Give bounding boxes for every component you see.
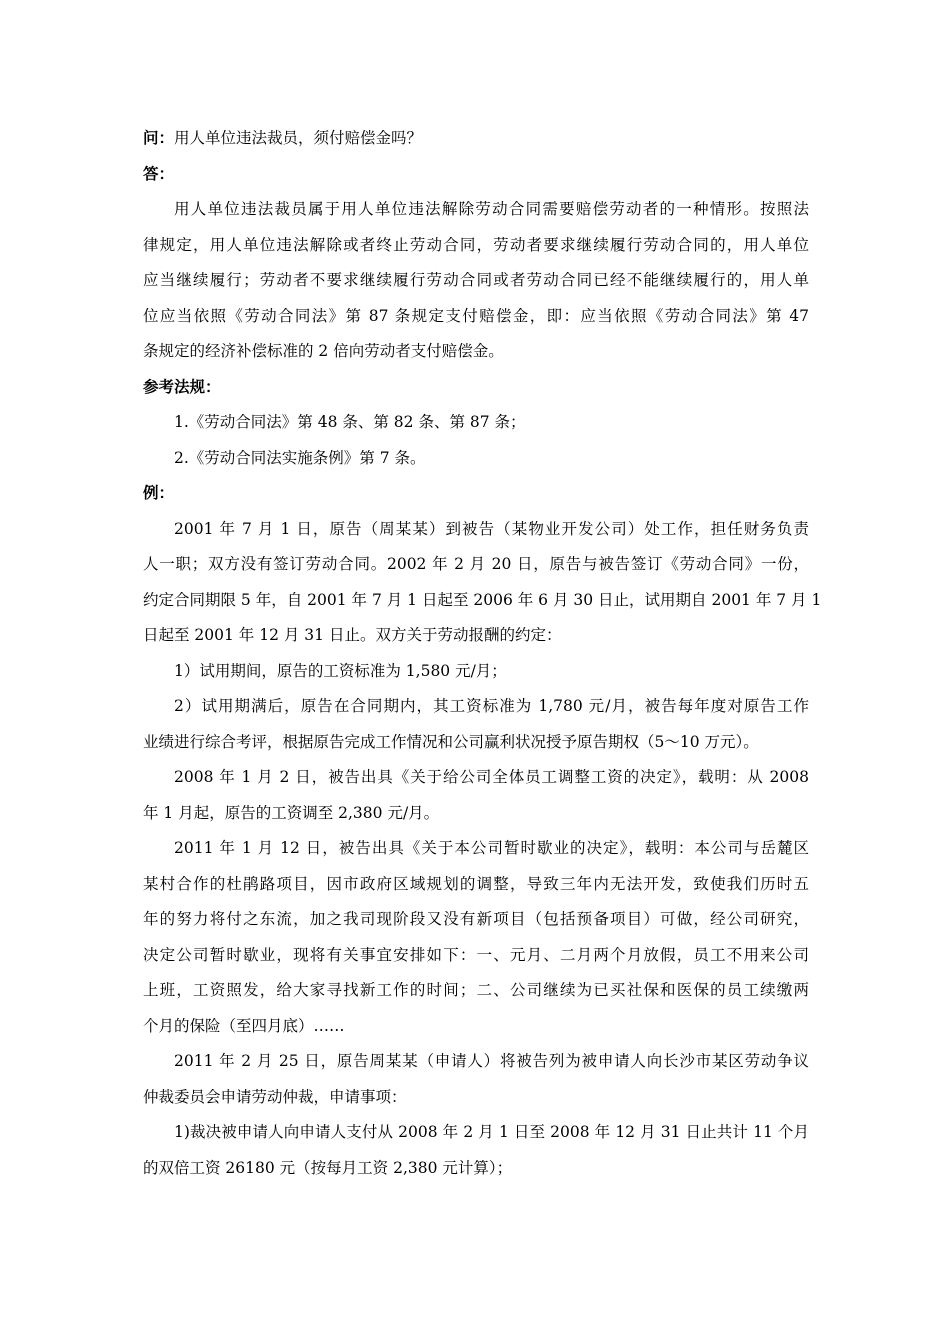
example-paragraph-3 bbox=[143, 689, 809, 760]
example-line: 年的努力将付之东流，加之我司现阶段又没有新项目（包括预备项目）可做，经公司研究， bbox=[143, 910, 809, 928]
example-line: 2011 年 1 月 12 日，被告出具《关于本公司暂时歇业的决定》，载明：本公司与岳麓区 bbox=[174, 839, 809, 857]
answer-line: 用人单位违法裁员属于用人单位违法解除劳动合同需要赔偿劳动者的一种情形。按照法 bbox=[174, 200, 809, 218]
example-line: 约定合同期限 5 年，自 2001 年 7 月 1 日起至 2006 年 6 月 30 日止，试用期自 2001 年 7 月 1 bbox=[143, 590, 822, 609]
answer-label: 答： bbox=[143, 164, 175, 183]
example-paragraph-5 bbox=[143, 831, 809, 1044]
references-list bbox=[143, 405, 809, 476]
example-paragraph-1 bbox=[143, 512, 822, 654]
answer-line: 位应当依照《劳动合同法》第 87 条规定支付赔偿金，即：应当依照《劳动合同法》第 47 bbox=[143, 306, 809, 325]
example-line: 决定公司暂时歇业，现将有关事宜安排如下：一、元月、二月两个月放假，员工不用来公司 bbox=[143, 945, 809, 964]
example-line: 2）试用期满后，原告在合同期内，其工资标准为 1,780 元/月，被告每年度对原告工作 bbox=[174, 697, 809, 715]
example-line: 业绩进行综合考评，根据原告完成工作情况和公司赢利状况授予原告期权（5～10 万元）。 bbox=[143, 732, 759, 751]
example-line: 人一职；双方没有签订劳动合同。2002 年 2 月 20 日，原告与被告签订《劳动合同》一份， bbox=[143, 555, 809, 573]
question-label: 问： bbox=[143, 129, 175, 147]
example-paragraph-6 bbox=[143, 1044, 809, 1115]
example-paragraph-2: 1）试用期间，原告的工资标准为 1,580 元/月； bbox=[174, 661, 507, 680]
question-text: 用人单位违法裁员，须付赔偿金吗？ bbox=[174, 129, 423, 147]
example-heading bbox=[143, 476, 809, 512]
answer-line: 条规定的经济补偿标准的 2 倍向劳动者支付赔偿金。 bbox=[143, 342, 504, 360]
references-label: 参考法规： bbox=[143, 377, 221, 396]
example-line: 2001 年 7 月 1 日，原告（周某某）到被告（某物业开发公司）处工作，担任财务负责 bbox=[174, 519, 809, 538]
example-line: 的双倍工资 26180 元（按每月工资 2,380 元计算）； bbox=[143, 1158, 513, 1177]
example-line: 年 1 月起，原告的工资调至 2,380 元/月。 bbox=[143, 803, 440, 822]
answer-line: 律规定，用人单位违法解除或者终止劳动合同，劳动者要求继续履行劳动合同的，用人单位 bbox=[143, 235, 809, 254]
question-line bbox=[143, 121, 809, 157]
example-line: 2011 年 2 月 25 日，原告周某某（申请人）将被告列为被申请人向长沙市某区劳动争议 bbox=[174, 1052, 809, 1070]
answer-paragraph bbox=[143, 192, 809, 370]
answer-heading bbox=[143, 157, 809, 193]
reference-item: 2.《劳动合同法实施条例》第 7 条。 bbox=[174, 448, 426, 467]
document-page bbox=[143, 121, 822, 1186]
example-line: 个月的保险（至四月底）…… bbox=[143, 1016, 345, 1035]
example-line: 某村合作的杜鹃路项目，因市政府区域规划的调整，导致三年内无法开发，致使我们历时五 bbox=[143, 874, 809, 893]
example-line: 上班，工资照发，给大家寻找新工作的时间；二、公司继续为已买社保和医保的员工续缴两 bbox=[143, 981, 809, 999]
example-line: 仲裁委员会申请劳动仲裁，申请事项： bbox=[143, 1087, 407, 1106]
example-paragraph-4 bbox=[143, 760, 809, 831]
example-line: 1)裁决被申请人向申请人支付从 2008 年 2 月 1 日至 2008 年 12 月 31 日止共计 11 个月 bbox=[174, 1123, 809, 1141]
example-line: 2008 年 1 月 2 日，被告出具《关于给公司全体员工调整工资的决定》，载明：从 2008 bbox=[174, 768, 809, 786]
example-line: 日起至 2001 年 12 月 31 日止。双方关于劳动报酬的约定： bbox=[143, 626, 562, 644]
answer-line: 应当继续履行；劳动者不要求继续履行劳动合同或者劳动合同已经不能继续履行的，用人单 bbox=[143, 271, 809, 289]
example-paragraph-7 bbox=[143, 1115, 809, 1186]
reference-item: 1.《劳动合同法》第 48 条、第 82 条、第 87 条； bbox=[174, 413, 526, 431]
example-label: 例： bbox=[143, 484, 175, 502]
references-heading bbox=[143, 370, 809, 406]
